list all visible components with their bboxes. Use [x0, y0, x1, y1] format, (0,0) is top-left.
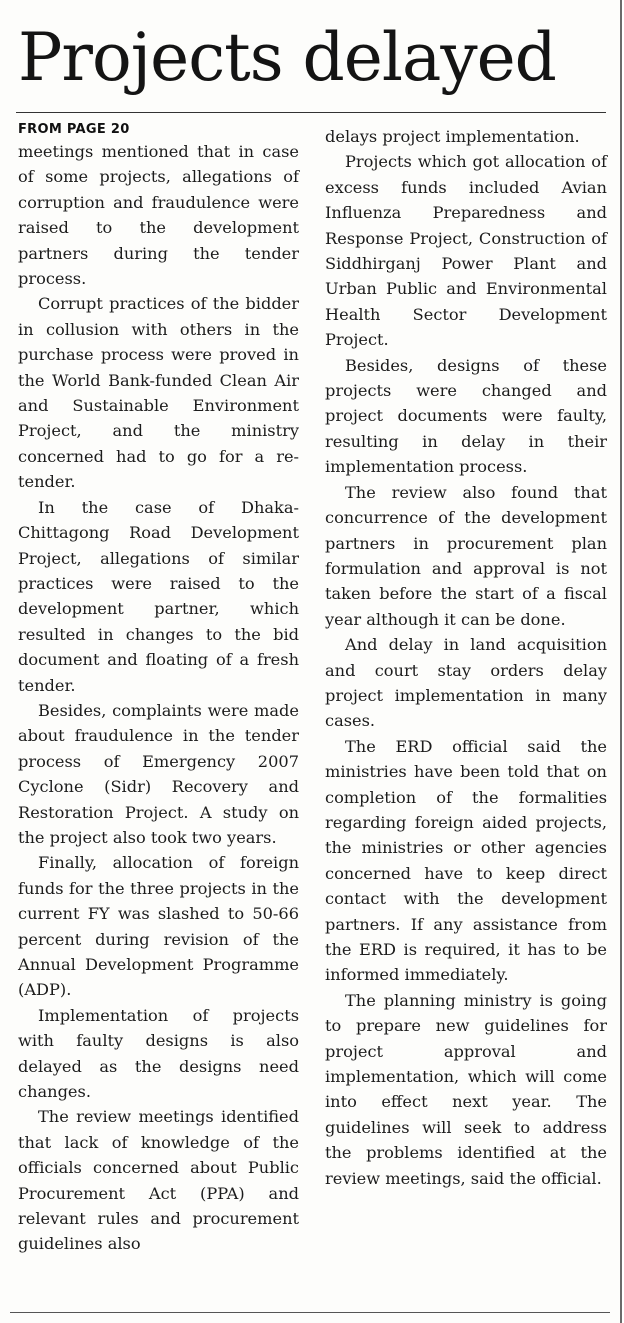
jump-label: FROM PAGE 20: [18, 122, 130, 137]
right-column: [325, 124, 607, 1191]
paragraph: The ERD official said the ministries have been told that on completion of the formalities regarding foreign aided projects, the ministries or other agencies concerned have to keep direct contact with the development partners. If any assistance from the ERD is required, it has to be informed immediately.: [325, 736, 607, 985]
headline-rule: [16, 112, 606, 113]
paragraph: Corrupt practices of the bidder in collusion with others in the purchase process were proved in the World Bank-funded Clean Air and Sustainable Environment Project, and the ministry concerned had to go for a re-tender.: [18, 294, 299, 492]
paragraph: delays project implementation.: [325, 127, 580, 146]
paragraph: The review meetings identified that lack of knowledge of the officials concerned about Public Procurement Act (PPA) and relevant rules and procurement guidelines also: [18, 1107, 299, 1254]
paragraph: meetings mentioned that in case of some projects, allegations of corruption and fraudulence were raised to the development partners during the tender process.: [18, 142, 299, 289]
paragraph: Projects which got allocation of excess funds included Avian Influenza Preparedness and Response Project, Construction of Siddhirganj Power Plant and Urban Public and Environmental Health Sector Development Project.: [325, 152, 607, 350]
left-column: [18, 122, 299, 1257]
paragraph: Implementation of projects with faulty designs is also delayed as the designs need changes.: [18, 1005, 299, 1102]
paragraph: Finally, allocation of foreign funds for the three projects in the current FY was slashed to 50-66 percent during revision of the Annual Development Programme (ADP).: [18, 853, 299, 1000]
paragraph: Besides, complaints were made about fraudulence in the tender process of Emergency 2007 Cyclone (Sidr) Recovery and Restoration Project. A study on the project also took two years.: [18, 700, 299, 847]
paragraph: In the case of Dhaka-Chittagong Road Development Project, allegations of similar practices were raised to the development partner, which resulted in changes to the bid document and floating of a fresh tender.: [18, 497, 299, 695]
bottom-rule: [10, 1312, 610, 1313]
paragraph: The review also found that concurrence of the development partners in procurement plan formulation and approval is not taken before the start of a fiscal year although it can be done.: [325, 482, 607, 629]
paragraph: The planning ministry is going to prepare new guidelines for project approval and implementation, which will come into effect next year. The guidelines will seek to address the problems identified at the review meetings, said the official.: [325, 990, 607, 1188]
headline: Projects delayed: [18, 19, 556, 96]
paragraph: Besides, designs of these projects were changed and project documents were faulty, resulting in delay in their implementation process.: [325, 355, 607, 477]
paragraph: And delay in land acquisition and court stay orders delay project implementation in many cases.: [325, 635, 607, 731]
